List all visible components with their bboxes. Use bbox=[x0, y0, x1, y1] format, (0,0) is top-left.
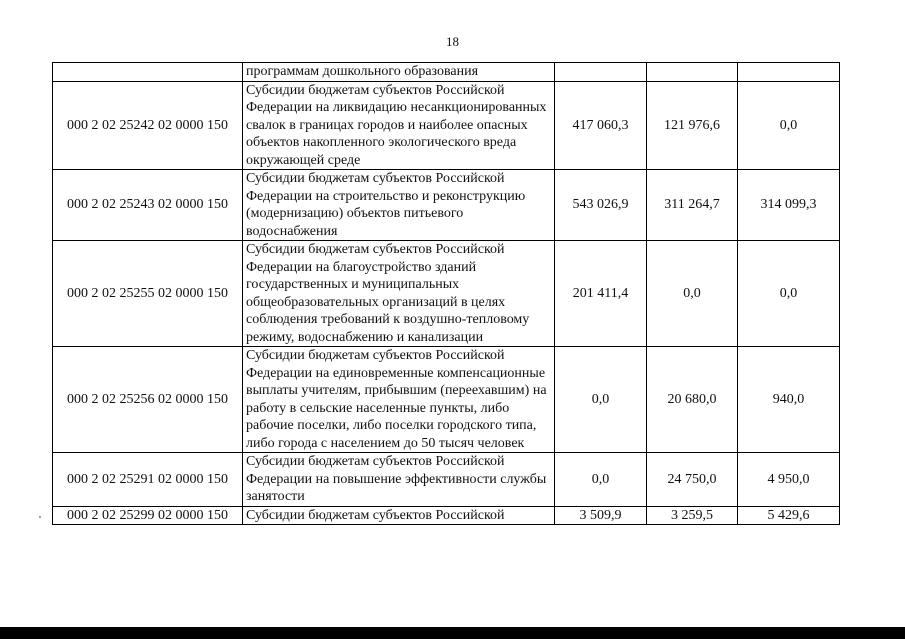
budget-code: 000 2 02 25242 02 0000 150 bbox=[53, 81, 243, 170]
table-row bbox=[53, 506, 840, 525]
budget-code: 000 2 02 25291 02 0000 150 bbox=[53, 453, 243, 507]
scan-edge-bar bbox=[0, 627, 905, 639]
table-row bbox=[53, 63, 840, 82]
budget-code: 000 2 02 25243 02 0000 150 bbox=[53, 170, 243, 241]
budget-table bbox=[52, 62, 840, 525]
amount-col3: 940,0 bbox=[738, 347, 840, 453]
amount-col2: 20 680,0 bbox=[647, 347, 738, 453]
amount-col1: 543 026,9 bbox=[555, 170, 647, 241]
margin-mark: ' bbox=[39, 514, 41, 526]
amount-col3: 314 099,3 bbox=[738, 170, 840, 241]
budget-code bbox=[53, 63, 243, 82]
amount-col3: 0,0 bbox=[738, 241, 840, 347]
table-row bbox=[53, 453, 840, 507]
amount-col1: 0,0 bbox=[555, 453, 647, 507]
budget-description: Субсидии бюджетам субъектов Российской Федерации на повышение эффективности службы занятости bbox=[243, 453, 555, 507]
amount-col3: 0,0 bbox=[738, 81, 840, 170]
table-row bbox=[53, 81, 840, 170]
amount-col2 bbox=[647, 63, 738, 82]
amount-col1: 3 509,9 bbox=[555, 506, 647, 525]
budget-description: Субсидии бюджетам субъектов Российской Федерации на благоустройство зданий государственных и муниципальных общеобразовательных организаций в целях соблюдения требований к воздушно-тепловому режиму, водоснабжению и канализации bbox=[243, 241, 555, 347]
amount-col1: 201 411,4 bbox=[555, 241, 647, 347]
budget-description: Субсидии бюджетам субъектов Российской Федерации на ликвидацию несанкционированных свалок в границах городов и наиболее опасных объектов накопленного экологического вреда окружающей среде bbox=[243, 81, 555, 170]
budget-code: 000 2 02 25299 02 0000 150 bbox=[53, 506, 243, 525]
page-number: 18 bbox=[446, 34, 459, 49]
table-row bbox=[53, 241, 840, 347]
amount-col2: 121 976,6 bbox=[647, 81, 738, 170]
amount-col2: 3 259,5 bbox=[647, 506, 738, 525]
table-row bbox=[53, 347, 840, 453]
budget-description: Субсидии бюджетам субъектов Российской Федерации на единовременные компенсационные выплаты учителям, прибывшим (переехавшим) на работу в сельские населенные пункты, либо рабочие поселки, либо поселки городского типа, либо города с населением до 50 тысяч человек bbox=[243, 347, 555, 453]
amount-col3: 5 429,6 bbox=[738, 506, 840, 525]
budget-description: Субсидии бюджетам субъектов Российской Федерации на строительство и реконструкцию (модернизацию) объектов питьевого водоснабжения bbox=[243, 170, 555, 241]
budget-description: Субсидии бюджетам субъектов Российской bbox=[243, 506, 555, 525]
amount-col2: 311 264,7 bbox=[647, 170, 738, 241]
amount-col1 bbox=[555, 63, 647, 82]
amount-col2: 0,0 bbox=[647, 241, 738, 347]
amount-col3: 4 950,0 bbox=[738, 453, 840, 507]
budget-code: 000 2 02 25255 02 0000 150 bbox=[53, 241, 243, 347]
amount-col1: 417 060,3 bbox=[555, 81, 647, 170]
amount-col3 bbox=[738, 63, 840, 82]
budget-code: 000 2 02 25256 02 0000 150 bbox=[53, 347, 243, 453]
amount-col1: 0,0 bbox=[555, 347, 647, 453]
budget-description: программам дошкольного образования bbox=[243, 63, 555, 82]
table-row bbox=[53, 170, 840, 241]
amount-col2: 24 750,0 bbox=[647, 453, 738, 507]
